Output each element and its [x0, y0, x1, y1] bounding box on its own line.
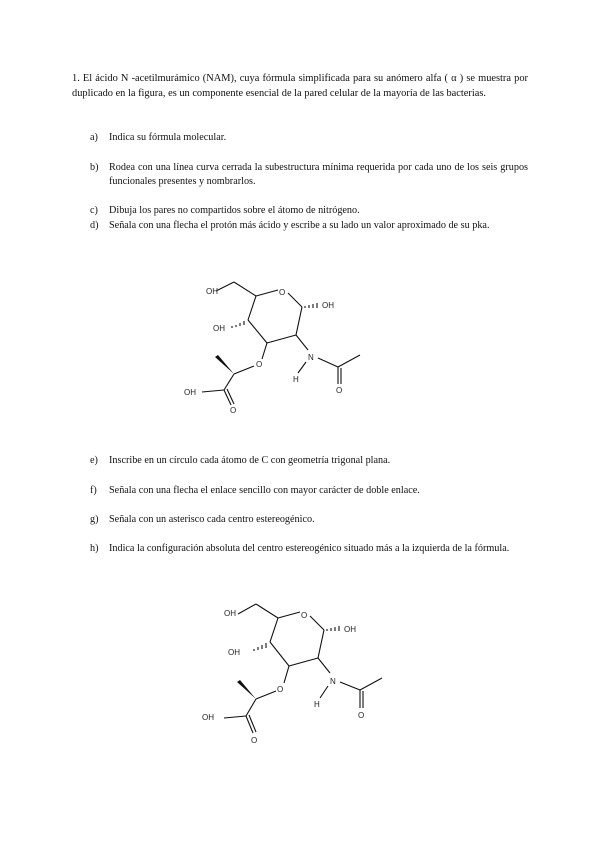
nam-structure-2: [188, 596, 398, 754]
ring-o-label: O: [279, 288, 286, 297]
question-d-text: Señala con una flecha el protón más ácido y escribe a su lado un valor aproximado de su pka.: [109, 220, 490, 231]
question-c: [90, 204, 528, 218]
ring-o-label-2: O: [301, 611, 308, 620]
oh-top-label: OH: [206, 287, 218, 296]
question-b: [90, 161, 528, 189]
hashed-bond-oh-2: [254, 643, 266, 651]
question-e-text: Inscribe en un círculo cada átomo de C con geometría trigonal plana.: [109, 455, 391, 466]
question-f: [90, 484, 528, 498]
question-c-text: Dibuja los pares no compartidos sobre el átomo de nitrógeno.: [109, 205, 360, 216]
n-label-2: N: [330, 677, 336, 686]
h-label: H: [293, 375, 299, 384]
acid-o-label-2: O: [251, 736, 258, 745]
oh-anomeric-label: OH: [322, 301, 334, 310]
question-h-text: Indica la configuración absoluta del centro estereogénico situado más a la izquierda de la fórmula.: [109, 543, 510, 554]
amide-o-label-2: O: [358, 711, 365, 720]
question-g-label: g): [90, 514, 99, 525]
question-e: [90, 454, 528, 468]
question-h-label: h): [90, 543, 99, 554]
question-d: [90, 219, 528, 233]
oh-left-label: OH: [213, 324, 225, 333]
h-label-2: H: [314, 700, 320, 709]
hashed-bond-anomeric-2: [327, 626, 339, 631]
question-intro: 1. El ácido N -acetilmurámico (NAM), cuya fórmula simplificada para su anómero alfa ( α ) se muestra por duplicado en la figura, es un componente esencial de la pared celular de la mayoría de las bacterias.: [72, 73, 528, 99]
question-b-text: Rodea con una línea curva cerrada la subestructura mínima requerida por cada uno de los seis grupos funcionales presentes y nombrarlos.: [109, 162, 528, 187]
question-g-text: Señala con un asterisco cada centro estereogénico.: [109, 514, 315, 525]
acid-oh-label-2: OH: [202, 713, 214, 722]
methyl-wedge-2: [237, 680, 256, 699]
question-a-text: Indica su fórmula molecular.: [109, 132, 227, 143]
ether-o-label-2: O: [277, 685, 284, 694]
n-label: N: [308, 353, 314, 362]
question-f-label: f): [90, 485, 97, 496]
question-f-text: Señala con una flecha el enlace sencillo con mayor carácter de doble enlace.: [109, 485, 420, 496]
hashed-bond-anomeric-1: [305, 303, 317, 308]
question-g: [90, 513, 528, 527]
hashed-bond-oh-1: [232, 321, 244, 328]
amide-o-label: O: [336, 386, 343, 395]
acid-oh-label: OH: [184, 388, 196, 397]
ether-o-label: O: [256, 360, 263, 369]
question-e-label: e): [90, 455, 98, 466]
question-a: [90, 131, 528, 145]
oh-left-label-2: OH: [228, 648, 240, 657]
nam-structure-1: [170, 270, 380, 420]
question-h: [90, 542, 528, 556]
question-a-label: a): [90, 132, 98, 143]
acid-o-label: O: [230, 406, 237, 415]
question-b-label: b): [90, 162, 99, 173]
oh-anomeric-label-2: OH: [344, 625, 356, 634]
question-d-label: d): [90, 220, 99, 231]
oh-top-label-2: OH: [224, 609, 236, 618]
methyl-wedge-1: [215, 355, 234, 374]
question-c-label: c): [90, 205, 98, 216]
